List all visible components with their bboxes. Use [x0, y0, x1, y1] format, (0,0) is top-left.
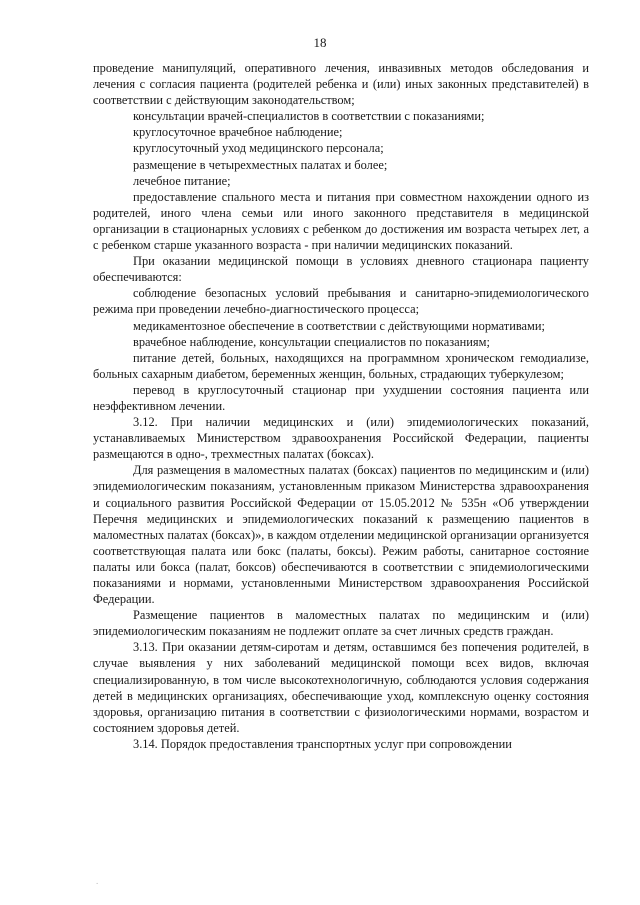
scan-speck: .	[96, 876, 99, 886]
paragraph: Размещение пациентов в маломестных палатах по медицинским и (или) эпидемиологическим показаниям не подлежит оплате за счет личных средств граждан.	[93, 608, 589, 639]
paragraph: проведение манипуляций, оперативного лечения, инвазивных методов обследования и лечения с согласия пациента (родителей ребенка и (или) иных законных представителей) в соответствии с действующим законодательством;	[93, 61, 589, 108]
paragraph: соблюдение безопасных условий пребывания и санитарно-эпидемиологического режима при проведении лечебно-диагностического процесса;	[93, 286, 589, 317]
paragraph: консультации врачей-специалистов в соответствии с показаниями;	[133, 109, 485, 124]
paragraph: лечебное питание;	[133, 173, 231, 188]
paragraph: медикаментозное обеспечение в соответствии с действующими нормативами;	[133, 318, 545, 333]
paragraph: 3.14. Порядок предоставления транспортных услуг при сопровождении	[133, 736, 512, 751]
paragraph: 3.12. При наличии медицинских и (или) эпидемиологических показаний, устанавливаемых Министерством здравоохранения Российской Федерации, пациенты размещаются в одно-, трехместных палатах (боксах).	[93, 415, 589, 462]
paragraph: 3.13. При оказании детям-сиротам и детям, оставшимся без попечения родителей, в случае выявления у них заболеваний медицинской помощи всех видов, включая специализированную, в том числе высокотехнологичную, соблюдаются условия содержания детей в медицинских организациях, обеспечивающие уход, комплексную оценку состояния здоровья, организацию питания в соответствии с физиологическими нормами, возрастом и состоянием здоровья детей.	[93, 640, 589, 735]
document-body	[93, 60, 589, 752]
paragraph: круглосуточное врачебное наблюдение;	[133, 125, 343, 140]
paragraph: размещение в четырехместных палатах и более;	[133, 157, 388, 172]
paragraph: Для размещения в маломестных палатах (боксах) пациентов по медицинским и (или) эпидемиологическим показаниям, установленным приказом Министерства здравоохранения и социального развития Российской Федерации от 15.05.2012 № 535н «Об утверждении Перечня медицинских и эпидемиологических показаний к размещению пациентов в маломестных палатах (боксах)», в каждом отделении медицинской организации организуется соответствующая палата или бокс (палаты, боксы). Режим работы, санитарное состояние палаты или бокса (палат, боксов) обеспечиваются в соответствии с эпидемиологическими показаниями и нормами, установленными Министерством здравоохранения Российской Федерации.	[93, 463, 589, 607]
paragraph: предоставление спального места и питания при совместном нахождении одного из родителей, иного члена семьи или иного законного представителя в медицинской организации в стационарных условиях с ребенком до достижения им возраста четырех лет, а с ребенком старше указанного возраста - при наличии медицинских показаний.	[93, 189, 589, 253]
paragraph: врачебное наблюдение, консультации специалистов по показаниям;	[133, 334, 490, 349]
paragraph: При оказании медицинской помощи в условиях дневного стационара пациенту обеспечиваются:	[93, 254, 589, 285]
paragraph: круглосуточный уход медицинского персонала;	[133, 141, 384, 156]
page-number: 18	[313, 35, 327, 50]
paragraph: питание детей, больных, находящихся на программном хроническом гемодиализе, больных сахарным диабетом, беременных женщин, больных, страдающих туберкулезом;	[93, 350, 589, 381]
paragraph: перевод в круглосуточный стационар при ухудшении состояния пациента или неэффективном лечении.	[93, 382, 589, 413]
